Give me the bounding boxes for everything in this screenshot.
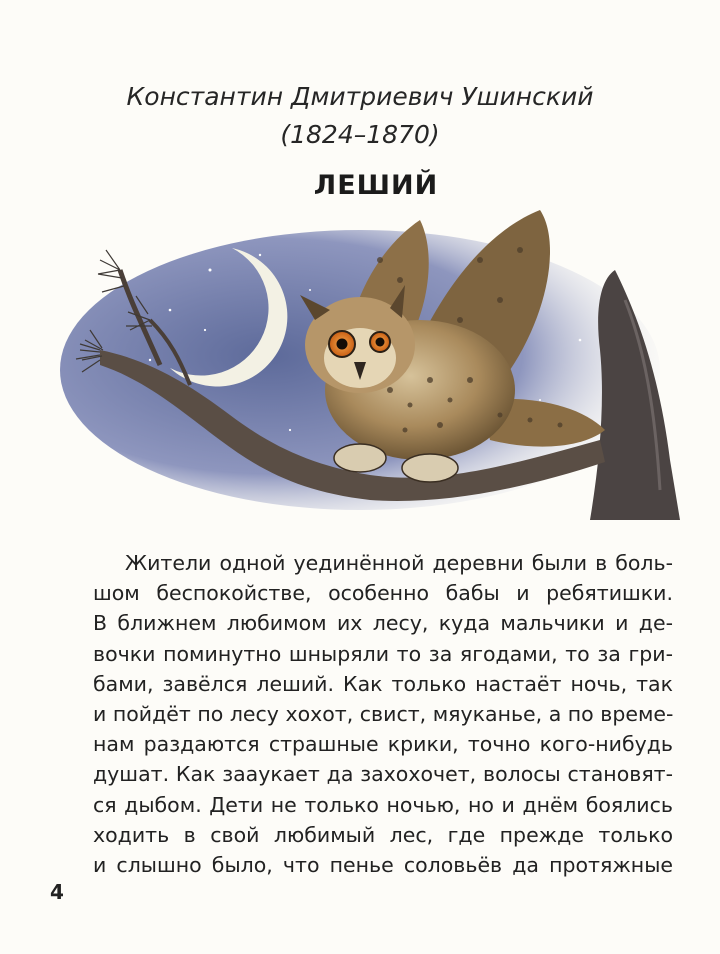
text-line: шом беспокойстве, особенно бабы и ребятишки. bbox=[93, 581, 673, 606]
text-line: ся дыбом. Дети не только ночью, но и днём боялись bbox=[93, 792, 673, 817]
story-title: ЛЕШИЙ bbox=[313, 170, 439, 201]
text-line: и пойдёт по лесу хохот, свист, мяуканье, а по време- bbox=[93, 702, 674, 727]
tree-trunk bbox=[590, 270, 680, 520]
text-line: Жители одной уединённой деревни были в боль- bbox=[125, 551, 673, 575]
author-name: Константин Дмитриевич Ушинский bbox=[126, 82, 594, 111]
owl-illustration bbox=[60, 200, 680, 520]
page-number: 4 bbox=[50, 880, 64, 904]
story-body bbox=[93, 548, 673, 880]
text-line: В ближнем любимом их лесу, куда мальчики и де- bbox=[93, 611, 673, 636]
author-years: (1824–1870) bbox=[280, 120, 440, 149]
text-line: нам раздаются страшные крики, точно кого-нибудь bbox=[93, 732, 673, 757]
text-line: вочки поминутно шныряли то за ягодами, то за гри- bbox=[93, 641, 673, 666]
text-line: ходить в свой любимый лес, где прежде только bbox=[93, 822, 673, 847]
text-line: душат. Как зааукает да захохочет, волосы становят- bbox=[93, 762, 673, 787]
text-line: бами, завёлся леший. Как только настаёт ночь, так bbox=[93, 671, 673, 696]
text-line: и слышно было, что пенье соловьёв да протяжные bbox=[93, 853, 673, 878]
owl-illustration-svg bbox=[60, 200, 680, 520]
author-block bbox=[0, 78, 720, 154]
